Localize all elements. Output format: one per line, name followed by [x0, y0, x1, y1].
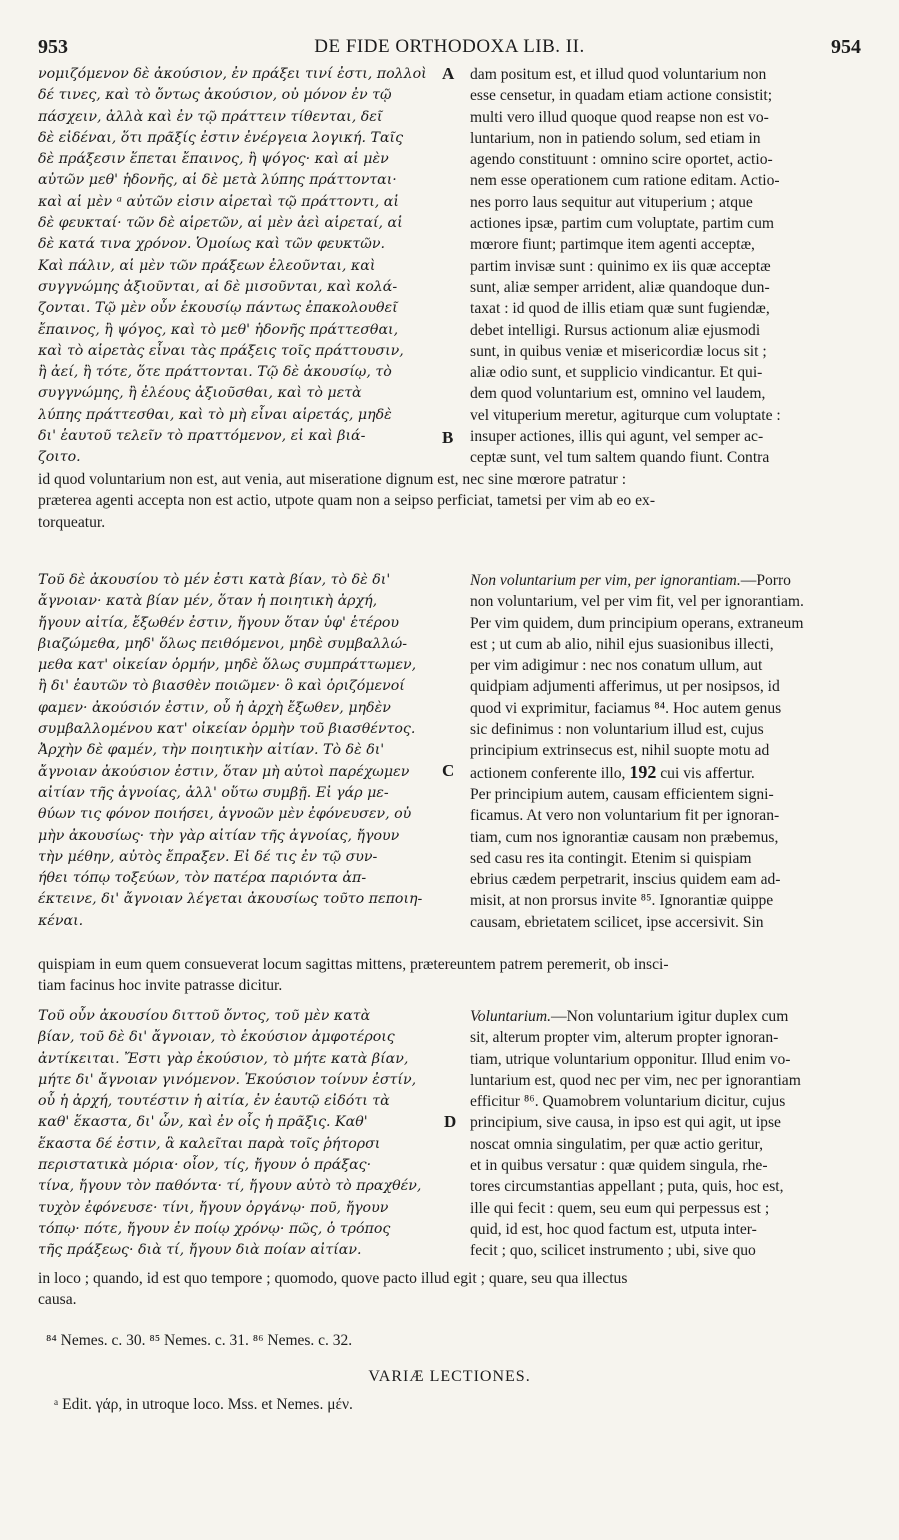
text-line: τῆς πράξεως· διὰ τί, ἤγουν διὰ ποίαν αἰτίαν. — [38, 1242, 362, 1259]
text-line: torqueatur. — [38, 513, 106, 531]
footnotes: ⁸⁴ Nemes. c. 30. ⁸⁵ Nemes. c. 31. ⁸⁶ Nemes. c. 32. — [46, 1332, 353, 1349]
text-line: nem esse operationem cum ratione editam. Actio- — [470, 172, 780, 190]
s3-latin-heading: Voluntarium. — [470, 1008, 552, 1025]
s1-latin-column — [470, 64, 862, 469]
text-line: δέ τινες, καὶ τὸ ὄντως ἀκούσιον, οὐ μόνον ἐν τῷ — [38, 87, 392, 104]
running-title: DE FIDE ORTHODOXA LIB. II. — [314, 36, 585, 57]
text-line: δὲ φευκταί· τῶν δὲ αἱρετῶν, αἱ μὲν ἀεὶ αἱρεταί, αἱ — [38, 215, 403, 232]
text-line: κέναι. — [38, 912, 84, 929]
text-line: ζοιτο. — [38, 449, 81, 466]
text-line: δι' ἑαυτοῦ τελεῖν τὸ πραττόμενον, εἰ καὶ βιά- — [38, 428, 366, 445]
text-line: ἔπαινος, ἢ ψόγος, καὶ τὸ μεθ' ἡδονῆς πράττεσθαι, — [38, 321, 399, 338]
section-marker-c: C — [442, 761, 455, 780]
text-line: θύων τις φόνον ποιήσει, ἀγνοῶν μὲν ἐφόνευσεν, οὐ — [38, 806, 412, 823]
text-line: ἄγνοιαν· κατὰ βίαν μέν, ὅταν ἡ ποιητικὴ ἀρχή, — [38, 593, 378, 610]
text-line: mœrore fiunt; partimque item agenti acceptæ, — [470, 236, 755, 254]
s2-greek-column — [38, 570, 440, 932]
section-marker-b: B — [442, 428, 454, 447]
variae-lectiones-note: ᵃ Edit. γάρ, in utroque loco. Mss. et Nemes. μέν. — [54, 1396, 353, 1413]
text-line: βίαν, τοῦ δὲ δι' ἄγνοιαν, τὸ ἑκούσιον ἀμφοτέροις — [38, 1029, 395, 1046]
text-line: ἄγνοιαν ἀκούσιον ἐστιν, ὅταν μὴ αὐτοὶ παρέχωμεν — [38, 763, 410, 780]
text-line: in loco ; quando, id est quo tempore ; quomodo, quove pacto illud egit ; quare, seu qua illectus — [38, 1270, 628, 1287]
s1-latin-fullwidth — [38, 469, 862, 533]
text-line: agendo constituunt : omnino scire oportet, actio- — [470, 151, 773, 169]
text-line: dem quod voluntarium est, omnino vel laudem, — [470, 385, 766, 403]
text-line: μήτε δι' ἄγνοιαν γινόμενον. Ἑκούσιον τοίνυν ἐστίν, — [38, 1071, 417, 1088]
text-line: nes porro laus sequitur aut vituperium ; atque — [470, 193, 753, 211]
text-line: καθ' ἕκαστα, δι' ὧν, καὶ ἐν οἷς ἡ πρᾶξις. Καθ' — [38, 1114, 368, 1131]
page-number-right: 954 — [831, 36, 861, 58]
text-line: ἕκαστα δέ ἐστιν, ἃ καλεῖται παρὰ τοῖς ῥήτορσι — [38, 1135, 381, 1152]
text-line: quispiam in eum quem consueverat locum sagittas mittens, prætereuntem patrem peremerit, ob insci- — [38, 956, 669, 973]
column-number-192: 192 — [629, 761, 657, 782]
text-line: συγγνώμης, ἢ ἐλέους ἀξιοῦσθαι, καὶ τὸ μετὰ — [38, 385, 362, 402]
text-line: τὴν μέθην, αὐτὸς ἔπραξεν. Εἰ δέ τις ἐν τῷ συν- — [38, 848, 378, 865]
text-line: αὐτῶν μεθ' ἡδονῆς, αἱ δὲ μετὰ λύπης πράττονται· — [38, 172, 397, 189]
text-line: καὶ αἱ μὲν ᵃ αὐτῶν εἰσιν αἱρεταὶ τῷ πράττοντι, αἱ — [38, 193, 399, 210]
text-line: Τοῦ οὖν ἀκουσίου διττοῦ ὄντος, τοῦ μὲν κατὰ — [38, 1008, 371, 1024]
text-line: δὲ κατά τινα χρόνον. Ὁμοίως καὶ τῶν φευκτῶν. — [38, 236, 385, 253]
text-line: συγγνώμης ἀξιοῦνται, αἱ δὲ μισοῦνται, καὶ κολά- — [38, 278, 398, 295]
section-marker-a: A — [442, 64, 455, 83]
text-line: luntarium, non in patiendo solum, sed etiam in — [470, 129, 761, 147]
text-line: sunt, in quibus veniæ et misericordiæ locus sit ; — [470, 342, 767, 360]
text-line: ἤγουν αἰτία, ἔξωθέν ἐστιν, ἤγουν ὅταν ὑφ' ἑτέρου — [38, 614, 400, 631]
text-line: φαμεν· ἀκούσιόν ἐστιν, οὗ ἡ ἀρχὴ ἔξωθεν, μηδὲν — [38, 699, 391, 716]
page-header — [38, 36, 861, 60]
text-line: Τοῦ δὲ ἀκουσίου τὸ μέν ἐστι κατὰ βίαν, τὸ δὲ δι' — [38, 572, 391, 588]
text-line: δὲ εἰδέναι, ὅτι πρᾶξίς ἐστιν ἐνέργεια λογική. Ταῖς — [38, 129, 404, 146]
text-line: έκτεινε, δι' ἄγνοιαν λέγεται ἀκουσίως τοῦτο πεποιη- — [38, 891, 423, 908]
text-line: βιαζώμεθα, μηδ' ὅλως πειθόμενοι, μηδὲ συμβαλλώ- — [38, 635, 408, 652]
text-line: ἀντίκειται. Ἔστι γὰρ ἑκούσιον, τὸ μήτε κατὰ βίαν, — [38, 1050, 409, 1067]
variae-lectiones-title: VARIÆ LECTIONES. — [368, 1368, 531, 1385]
text-line: tiam facinus hoc invite patrasse dicitur. — [38, 977, 283, 995]
text-line: πάσχειν, ἀλλὰ καὶ ἐν τῷ πράττειν τίθενται, δεῖ — [38, 108, 383, 125]
text-line: ceptæ sunt, vel tum saltem quando fiunt. Contra — [470, 449, 770, 467]
text-line: partim invisæ sunt : quinimo ex iis quæ acceptæ — [470, 257, 771, 275]
text-line: τόπῳ· πότε, ἤγουν ἐν ποίῳ χρόνῳ· πῶς, ὁ τρόπος — [38, 1220, 391, 1237]
text-line: multi vero illud quoque quod reapse non est vo- — [470, 108, 769, 126]
text-line: δὲ πράξεσιν ἕπεται ἔπαινος, ἢ ψόγος· καὶ αἱ μὲν — [38, 151, 389, 168]
s3-latin-column: Voluntarium.—Non voluntarium igitur duplex cum sit, alterum propter vim, alterum propter ignoran- tiam, utrique voluntarium opponitur. Illud enim vo- luntarium est, quod nec per vim, nec per ignorantiam efficitur ⁸⁶. Quamobrem voluntarium dicitur, cujus principium, sive causa, in ipso est qui agit, ut ipse noscat omnia singulatim, per quæ actio geritur, et in quibus versatur : quæ quidem singula, rhe- tores circumstantias appellant ; puta, quis, hoc est, ille qui fecit : quem, seu eum qui perpessus est ; quid, id est, hoc quod factum est, utputa inter- fecit ; quo, scilicet instrumento ; ubi, sive quo — [470, 1008, 801, 1260]
text-line: ἢ ἀεί, ἢ τότε, ὅτε πράττονται. Τῷ δὲ ἀκουσίῳ, τὸ — [38, 364, 392, 381]
text-line: causa. — [38, 1291, 77, 1309]
text-line: sunt, aliæ semper arrident, aliæ quandoque dun- — [470, 278, 770, 296]
page-number-left: 953 — [38, 36, 68, 58]
text-line: Ἀρχὴν δὲ φαμέν, τὴν ποιητικὴν αἰτίαν. Τὸ δὲ δι' — [38, 742, 385, 759]
text-line: αἰτίαν τῆς ἀγνοίας, ἀλλ' οὕτω συμβῇ. Εἰ γάρ με- — [38, 784, 389, 801]
text-line: μεθα κατ' οἰκείαν ὁρμήν, μηδὲ ὅλως συμπράττωμεν, — [38, 657, 417, 674]
text-line: debet intelligi. Rursus actionum aliæ ejusmodi — [470, 321, 761, 339]
text-line: μὴν ἀκουσίως· τὴν γὰρ αἰτίαν τῆς ἀγνοίας, ἤγουν — [38, 827, 400, 844]
text-line: vel vituperium meretur, agiturque cum voluptate : — [470, 406, 781, 424]
text-line: καὶ τὸ αἱρετὰς εἶναι τὰς πράξεις τοῖς πράττουσιν, — [38, 342, 404, 359]
text-line: dam positum est, et illud quod voluntarium non — [470, 66, 767, 83]
s2-latin-fullwidth — [38, 954, 862, 997]
text-line: aliæ odio sunt, et supplicio vindicantur. Et qui- — [470, 364, 763, 382]
text-line: esse censetur, in quadam etiam actione consistit; — [470, 87, 773, 105]
s3-latin-fullwidth — [38, 1268, 862, 1311]
text-line: ἢ δι' ἑαυτῶν τὸ βιασθὲν ποιῶμεν· ὃ καὶ ὁριζόμενοί — [38, 678, 405, 695]
text-line: Καὶ πάλιν, αἱ μὲν τῶν πράξεων ἐλεοῦνται, καὶ — [38, 257, 376, 274]
s2-latin-column: Non voluntarium per vim, per ignorantiam.—Porro non voluntarium, vel per vim fit, vel per ignorantiam. Per vim quidem, dum principium operans, extraneum est ; ut cum ab alio, nihil ejus suasionibus illecti, per vim adigimur : nec nos conatum ullum, aut quidpiam adjumenti afferimus, ut per nosipsos, id quod vi exprimitur, faciamus ⁸⁴. Hoc autem genus sic definimus : non voluntarium illud est, cujus principium extrinsecus est, nihil suopte motu ad actionem conferente illo, 192 cui vis affertur. Per principium autem, causam efficientem signi- ficamus. At vero non voluntarium fit per ignoran- tiam, cum nos ignorantiæ causam non præbemus, sed casu res ita contingit. Etenim si quispiam ebrius cædem perpetrarit, inscius quidem eam ad- misit, at non prorsus invite ⁸⁵. Ignorantiæ quippe causam, ebrietatem scilicet, ipse accersivit. Sin — [470, 572, 804, 931]
text-line: ήθει τόπῳ τοξεύων, τὸν πατέρα παριόντα ἀπ- — [38, 870, 367, 887]
section-marker-d: D — [444, 1112, 457, 1131]
text-line: τυχὸν ἐφόνευσε· τίνι, ἤγουν ὀργάνῳ· ποῦ, ἤγουν — [38, 1199, 389, 1216]
s2-latin-heading: Non voluntarium per vim, per ignorantiam. — [470, 572, 741, 589]
text-line: λύπης πράττεσθαι, καὶ τὸ μὴ εἶναι αἱρετάς, μηδὲ — [38, 406, 392, 423]
text-line: actiones ipsæ, partim cum voluptate, partim cum — [470, 215, 775, 233]
s3-greek-column — [38, 1006, 440, 1262]
text-line: συμβαλλομένου κατ' οἰκείαν ὁρμὴν τοῦ βιασθέντος. — [38, 721, 416, 738]
s1-greek-column — [38, 64, 440, 469]
text-line: περιστατικὰ μόρια· οἷον, τίς, ἤγουν ὁ πράξας· — [38, 1157, 372, 1174]
text-line: τίνα, ἤγουν τὸν παθόντα· τί, ἤγουν αὐτὸ τὸ πραχθέν, — [38, 1178, 422, 1195]
text-line: οὗ ἡ ἀρχή, τουτέστιν ἡ αἰτία, ἐν ἑαυτῷ εἰδότι τὰ — [38, 1093, 390, 1110]
text-line: præterea agenti accepta non est actio, utpote quam non a seipso perficiat, tametsi per vim ab eo ex- — [38, 492, 656, 510]
text-line: id quod voluntarium non est, aut venia, aut miseratione dignum est, nec sine mœrore patratur : — [38, 471, 627, 488]
text-line: insuper actiones, illis qui agunt, vel semper ac- — [470, 428, 764, 446]
text-line: νομιζόμενον δὲ ἀκούσιον, ἐν πράξει τινί ἐστι, πολλοὶ — [38, 66, 427, 82]
text-line: ζονται. Τῷ μὲν οὖν ἑκουσίῳ πάντως ἐπακολουθεῖ — [38, 300, 398, 317]
text-line: taxat : id quod de illis etiam quæ sunt fugiendæ, — [470, 300, 770, 318]
